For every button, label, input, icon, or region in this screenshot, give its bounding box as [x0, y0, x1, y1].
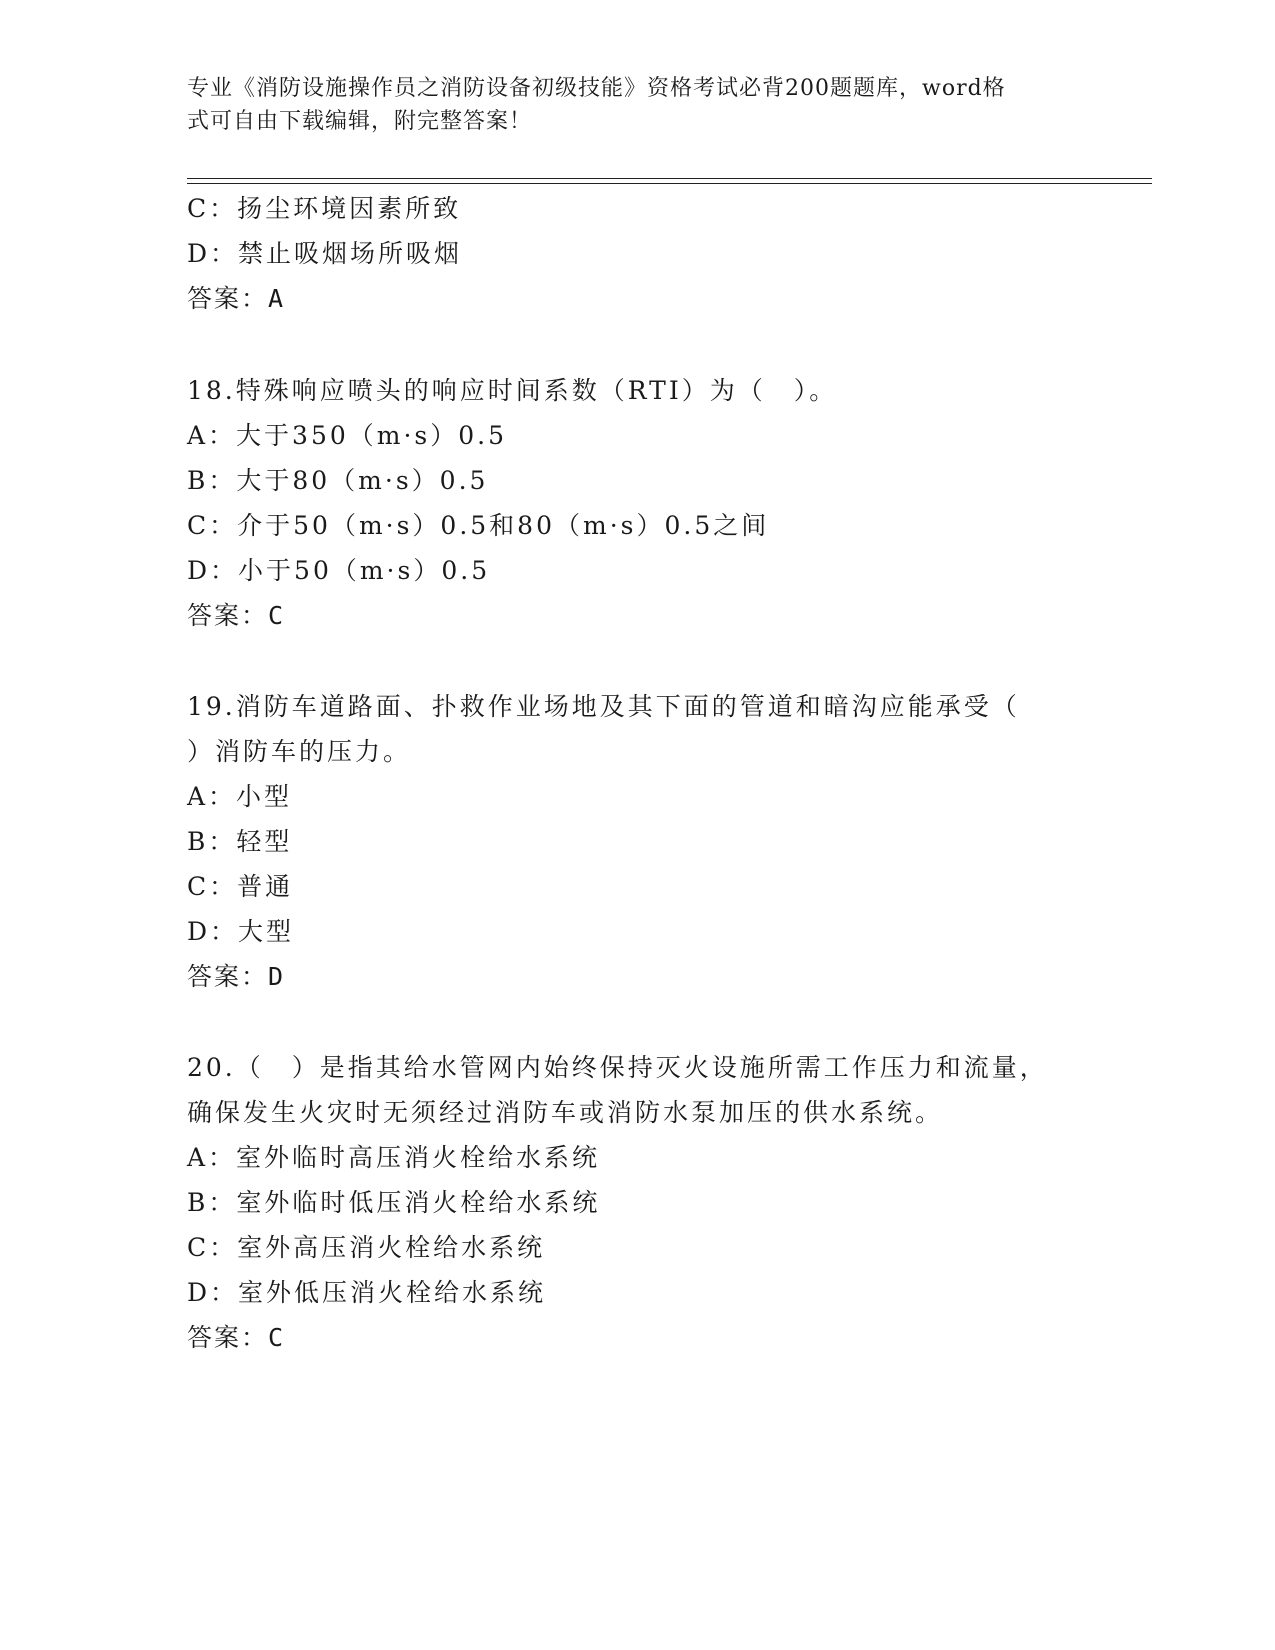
q18-option-a: A：大于350（m·s）0.5	[187, 421, 508, 450]
q18-option-b: B：大于80（m·s）0.5	[187, 466, 489, 495]
q18-option-c: C：介于50（m·s）0.5和80（m·s）0.5之间	[187, 511, 770, 540]
q19-option-d: D：大型	[187, 917, 295, 946]
answer-label: 答案：	[187, 962, 269, 991]
prev-option-c: C：扬尘环境因素所致	[187, 194, 462, 223]
answer-label: 答案：	[187, 601, 269, 630]
header-line-1: 专业《消防设施操作员之消防设备初级技能》资格考试必背200题题库，word格	[187, 76, 1006, 101]
prev-answer	[187, 283, 284, 315]
answer-label: 答案：	[187, 284, 269, 313]
q20-option-d: D：室外低压消火栓给水系统	[187, 1278, 547, 1307]
header-line-2: 式可自由下载编辑，附完整答案！	[187, 109, 533, 134]
q20-option-b: B：室外临时低压消火栓给水系统	[187, 1188, 601, 1217]
q19-stem-line-2: ）消防车的压力。	[187, 737, 412, 766]
q18-answer	[187, 600, 284, 632]
q19-option-a: A：小型	[187, 782, 293, 811]
document-header	[187, 72, 1067, 138]
q20-stem-line-2: 确保发生火灾时无须经过消防车或消防水泵加压的供水系统。	[187, 1098, 944, 1127]
q18-option-d: D：小于50（m·s）0.5	[187, 556, 491, 585]
answer-value: C	[268, 601, 285, 630]
answer-value: A	[268, 284, 285, 313]
q19-answer	[187, 961, 284, 993]
answer-value: D	[268, 962, 285, 991]
answer-value: C	[268, 1323, 285, 1352]
prev-option-d: D：禁止吸烟场所吸烟	[187, 239, 463, 268]
q19-option-b: B：轻型	[187, 827, 293, 856]
q19-option-c: C：普通	[187, 872, 294, 901]
q20-option-a: A：室外临时高压消火栓给水系统	[187, 1143, 601, 1172]
answer-label: 答案：	[187, 1323, 269, 1352]
q18-stem: 18.特殊响应喷头的响应时间系数（RTI）为（ ）。	[187, 376, 838, 405]
q20-stem-line-1: 20.（ ）是指其给水管网内始终保持灭火设施所需工作压力和流量，	[187, 1053, 1048, 1082]
header-divider-top	[187, 178, 1152, 179]
q19-stem-line-1: 19.消防车道路面、扑救作业场地及其下面的管道和暗沟应能承受（	[187, 692, 1020, 721]
q20-option-c: C：室外高压消火栓给水系统	[187, 1233, 546, 1262]
q20-answer	[187, 1322, 284, 1354]
header-divider-bottom	[187, 183, 1152, 184]
